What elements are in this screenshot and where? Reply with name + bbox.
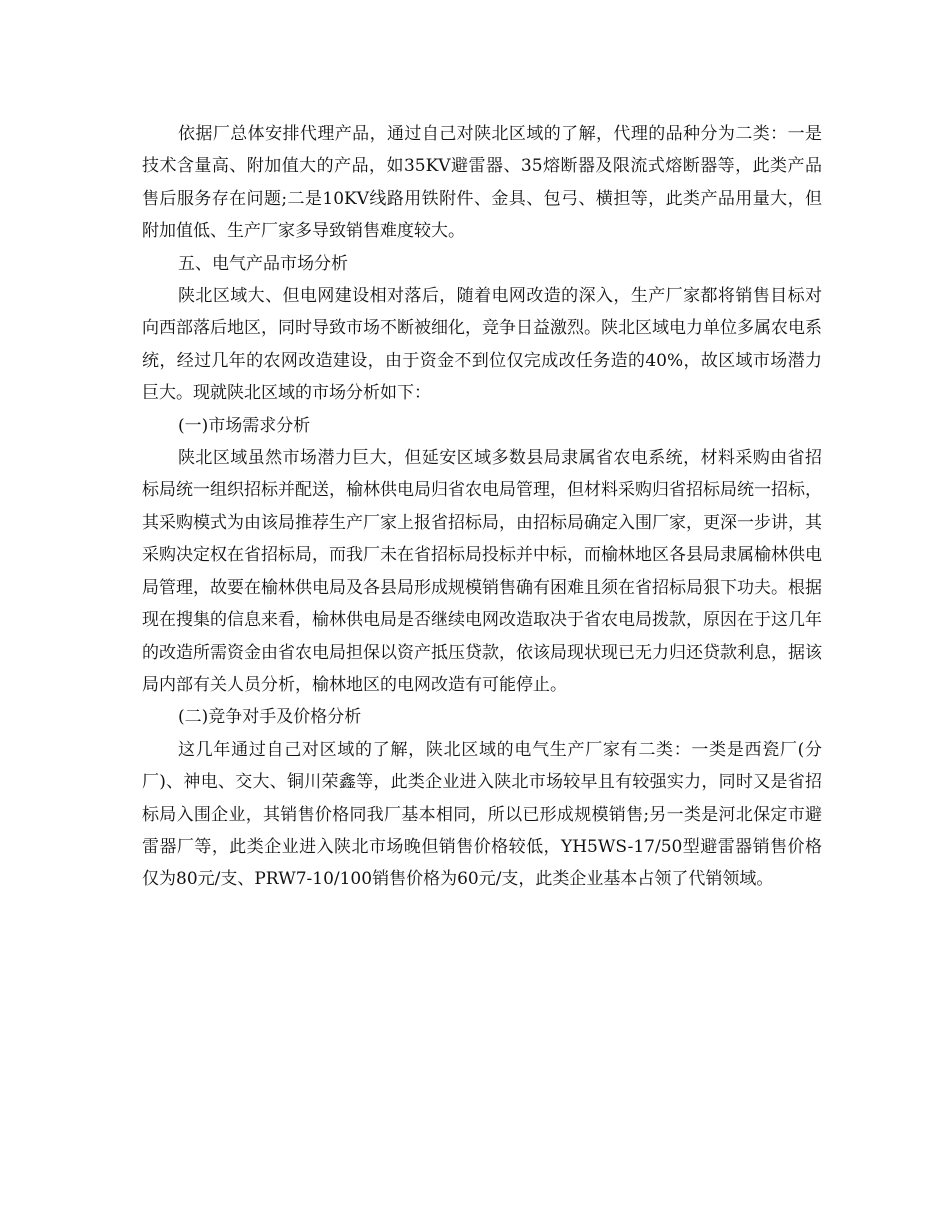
paragraph-market-overview: 陕北区域大、但电网建设相对落后，随着电网改造的深入，生产厂家都将销售目标对向西部落后地区，同时导致市场不断被细化，竞争日益激烈。陕北区域电力单位多属农电系统，经过几年的农网改造建设，由于资金不到位仅完成改任务造的40%，故区域市场潜力巨大。现就陕北区域的市场分析如下：: [142, 286, 822, 404]
section-heading-market-analysis: 五、电气产品市场分析: [178, 253, 348, 274]
subsection-heading-competitor-analysis: (二)竞争对手及价格分析: [178, 707, 362, 728]
paragraph-demand-analysis: 陕北区域虽然市场潜力巨大，但延安区域多数县局隶属省农电系统，材料采购由省招标局统一组织招标并配送，榆林供电局归省农电局管理，但材料采购归省招标局统一招标，其采购模式为由该局推荐生产厂家上报省招标局，由招标局确定入围厂家，更深一步讲，其采购决定权在省招标局，而我厂未在省招标局投标并中标，而榆林地区各县局隶属榆林供电局管理，故要在榆林供电局及各县局形成规模销售确有困难且须在省招标局狠下功夫。根据现在搜集的信息来看，榆林供电局是否继续电网改造取决于省农电局拨款，原因在于这几年的改造所需资金由省农电局担保以资产抵压贷款，依该局现状现已无力归还贷款利息，据该局内部有关人员分析，榆林地区的电网改造有可能停止。: [142, 448, 822, 695]
paragraph-competitor-analysis: 这几年通过自己对区域的了解，陕北区域的电气生产厂家有二类：一类是西瓷厂(分厂)、神电、交大、铜川荣鑫等，此类企业进入陕北市场较早且有较强实力，同时又是省招标局入围企业，其销售价格同我厂基本相同，所以已形成规模销售;另一类是河北保定市避雷器厂等，此类企业进入陕北市场晚但销售价格较低，YH5WS-17/50型避雷器销售价格仅为80元/支、PRW7-10/100销售价格为60元/支，此类企业基本占领了代销领域。: [142, 739, 822, 890]
document-page: [142, 118, 822, 896]
paragraph-agency-products: 依据厂总体安排代理产品，通过自己对陕北区域的了解，代理的品种分为二类：一是技术含量高、附加值大的产品，如35KV避雷器、35熔断器及限流式熔断器等，此类产品售后服务存在问题;二是10KV线路用铁附件、金具、包弓、横担等，此类产品用量大，但附加值低、生产厂家多导致销售难度较大。: [142, 124, 822, 242]
subsection-heading-demand-analysis: (一)市场需求分析: [178, 415, 311, 436]
